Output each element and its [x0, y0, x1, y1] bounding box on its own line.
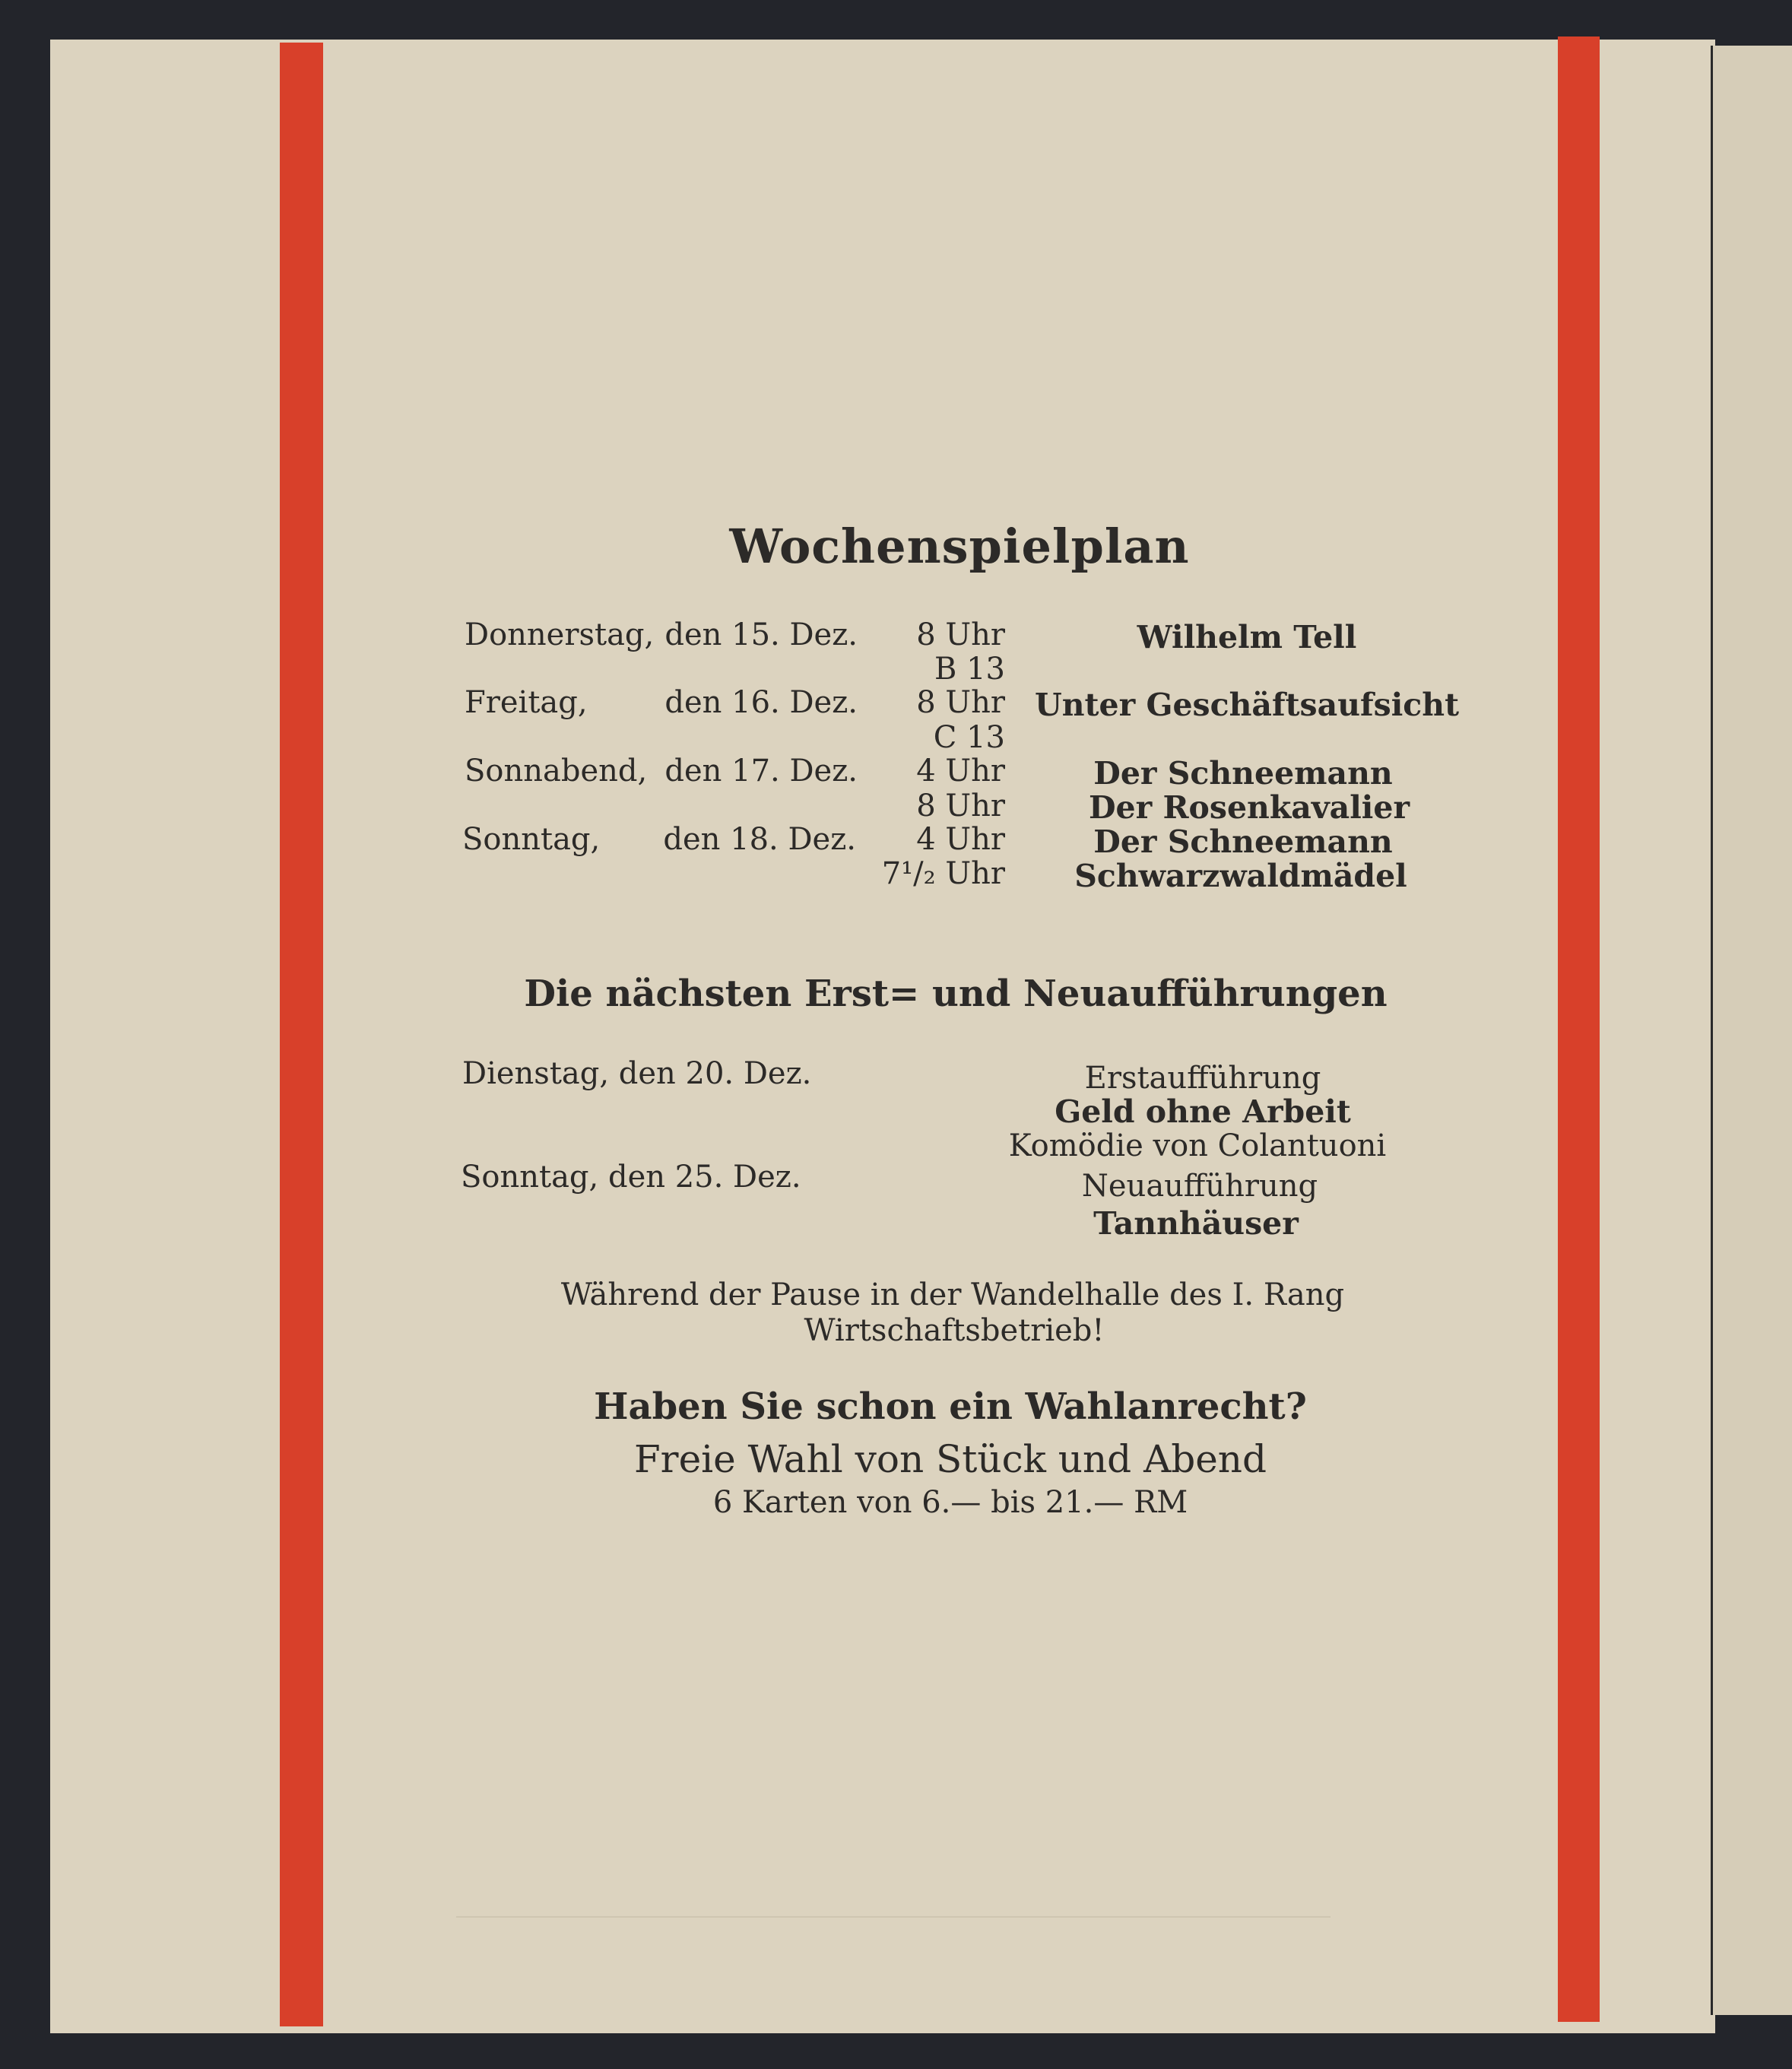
schedule-date: den 18. Dez.: [663, 822, 856, 857]
schedule-subscription: C 13: [933, 720, 1005, 755]
premiere-play: Geld ohne Arbeit: [1055, 1093, 1351, 1130]
schedule-time: 4 Uhr: [916, 822, 1005, 857]
schedule-date: den 16. Dez.: [664, 685, 858, 720]
pause-note-2: Wirtschaftsbetrieb!: [804, 1313, 1105, 1348]
schedule-time: 8 Uhr: [916, 685, 1005, 720]
page-title: Wochenspielplan: [729, 519, 1190, 574]
schedule-play: Wilhelm Tell: [1137, 619, 1357, 655]
offer-line: Freie Wahl von Stück und Abend: [633, 1437, 1267, 1481]
schedule-play: Der Schneemann: [1093, 823, 1393, 860]
schedule-subscription: B 13: [934, 652, 1005, 687]
next-page-edge: [1711, 46, 1792, 2015]
schedule-day: Freitag,: [465, 685, 588, 720]
schedule-day: Sonnabend,: [465, 754, 648, 789]
schedule-day: Sonntag,: [462, 822, 601, 857]
schedule-date: den 17. Dez.: [664, 754, 858, 789]
schedule-play: Der Schneemann: [1093, 755, 1393, 792]
premiere-date: Dienstag, den 20. Dez.: [462, 1056, 812, 1091]
schedule-date: den 15. Dez.: [664, 617, 858, 652]
schedule-time: 8 Uhr: [916, 789, 1005, 823]
schedule-time: 4 Uhr: [916, 754, 1005, 789]
faint-rule: [456, 1916, 1331, 1918]
premiere-kind: Erstaufführung: [1084, 1061, 1321, 1096]
premiere-date: Sonntag, den 25. Dez.: [461, 1160, 801, 1195]
right-red-stripe: [1558, 36, 1600, 2022]
premiere-play: Tannhäuser: [1093, 1205, 1299, 1242]
premiere-note: Komödie von Colantuoni: [1008, 1128, 1387, 1163]
pause-note: Während der Pause in der Wandelhalle des I. Rang: [560, 1277, 1345, 1312]
schedule-play: Unter Geschäftsaufsicht: [1034, 687, 1460, 723]
schedule-time: 7¹/₂ Uhr: [881, 856, 1005, 891]
offer-question: Haben Sie schon ein Wahlanrecht?: [594, 1385, 1307, 1428]
schedule-time: 8 Uhr: [916, 617, 1005, 652]
schedule-day: Donnerstag,: [465, 617, 655, 652]
left-red-stripe: [280, 43, 323, 2026]
offer-prices: 6 Karten von 6.— bis 21.— RM: [712, 1485, 1188, 1520]
schedule-play: Schwarzwaldmädel: [1074, 858, 1407, 894]
schedule-play: Der Rosenkavalier: [1088, 789, 1410, 826]
premieres-heading: Die nächsten Erst= und Neuaufführungen: [524, 973, 1388, 1015]
premiere-kind: Neuaufführung: [1081, 1169, 1318, 1204]
